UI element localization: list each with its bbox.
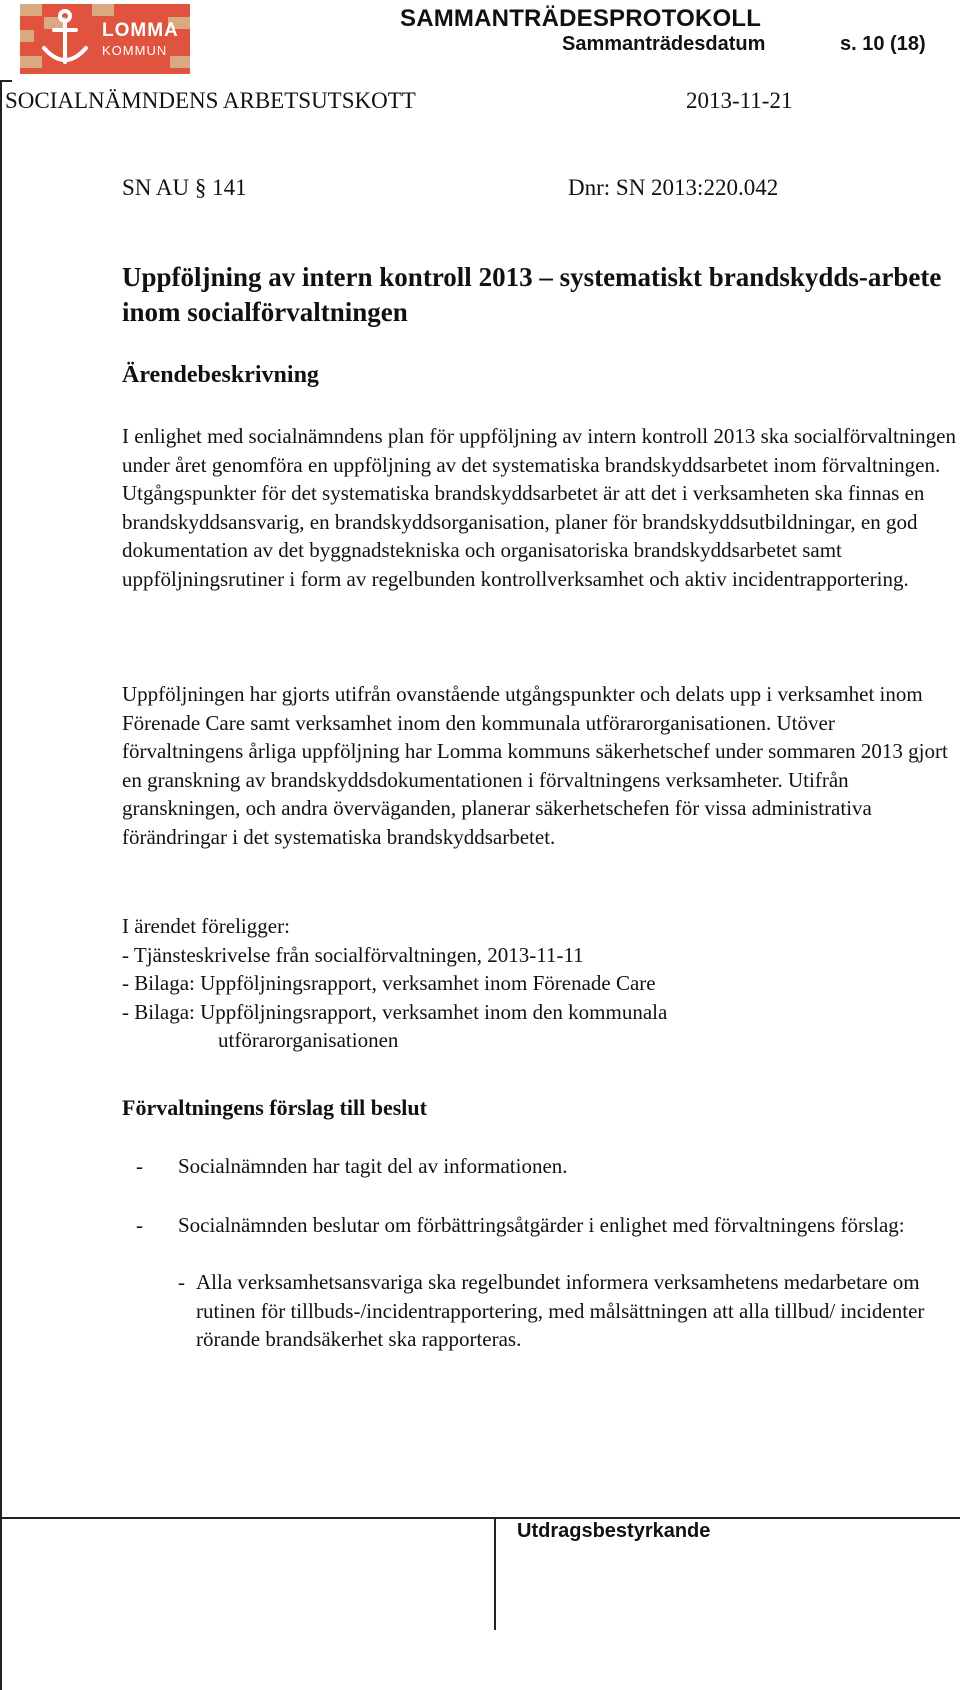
proposal-heading: Förvaltningens förslag till beslut xyxy=(122,1095,427,1120)
proposal-item-2 xyxy=(122,1211,958,1240)
attachment-item: - Bilaga: Uppföljningsrapport, verksamhet inom Förenade Care xyxy=(122,971,656,995)
committee-name: SOCIALNÄMNDENS ARBETSUTSKOTT xyxy=(5,88,416,113)
document-type: SAMMANTRÄDESPROTOKOLL xyxy=(400,5,762,32)
proposal-item-2-text: Socialnämnden beslutar om förbättringsåtgärder i enlighet med förvaltningens förslag: xyxy=(178,1213,905,1237)
frame-top-line xyxy=(0,80,12,82)
proposal-sub-item-text: Alla verksamhetsansvariga ska regelbundet informera verksamhetens medarbetare om rutinen för tillbuds-/incidentrapportering, med målsättningen att alla tillbud/ incidenter rörande brandsäkerhet ska rapporteras. xyxy=(196,1270,925,1351)
meeting-date: 2013-11-21 xyxy=(686,88,793,113)
logo-text-bottom: KOMMUN xyxy=(102,43,168,58)
description-heading: Ärendebeskrivning xyxy=(122,362,319,388)
dash-bullet: - xyxy=(136,1154,143,1178)
case-title: Uppföljning av intern kontroll 2013 – systematiskt brandskydds-arbete inom socialförvaltningen xyxy=(122,262,942,327)
lomma-kommun-logo xyxy=(20,4,190,74)
proposal-item-1-text: Socialnämnden har tagit del av informationen. xyxy=(178,1154,568,1178)
signature-divider xyxy=(494,1517,496,1630)
attachment-item: - Tjänsteskrivelse från socialförvaltningen, 2013-11-11 xyxy=(122,942,584,967)
dash-bullet: - xyxy=(136,1213,143,1237)
description-paragraph-2: Uppföljningen har gjorts utifrån ovanstående utgångspunkter och delats upp i verksamhet inom Förenade Care samt verksamhet inom den kommunala utförarorganisationen. Utöver förvaltningens årliga uppföljning har Lomma kommuns säkerhetschef under sommaren 2013 gjort en granskning av brandskyddsdokumentationen i förvaltningens verksamheter. Utifrån granskningen, och andra överväganden, planerar säkerhetschefen för vissa administrativa förändringar i det systematiska brandskyddsarbetet. xyxy=(122,682,948,849)
attachment-item: - Bilaga: Uppföljningsrapport, verksamhet inom den kommunala xyxy=(122,999,668,1024)
case-reference-number: Dnr: SN 2013:220.042 xyxy=(568,175,779,200)
proposal-sub-item xyxy=(178,1268,948,1354)
meeting-date-label: Sammanträdesdatum xyxy=(562,33,766,55)
attachments-intro: I ärendet föreligger: xyxy=(122,914,290,938)
frame-bottom-line xyxy=(0,1517,960,1519)
dash-bullet: - xyxy=(178,1270,185,1294)
frame-left-line xyxy=(0,80,2,1690)
attachment-item-continued: utförarorganisationen xyxy=(218,1028,399,1052)
attachments-list xyxy=(122,912,958,1055)
proposal-item-1 xyxy=(122,1152,958,1181)
description-paragraph-1: I enlighet med socialnämndens plan för uppföljning av intern kontroll 2013 ska socialförvaltningen under året genomföra en uppföljning av det systematiska brandskyddsarbetet inom förvaltningen. Utgångspunkter för det systematiska brandskyddsarbetet är att det i verksamheten ska finnas en brandskyddsansvarig, en brandskyddsorganisation, planer för brandskyddsutbildningar, en god dokumentation av det byggnadstekniska och organisatoriska brandskyddsarbetet samt uppföljningsrutiner i form av regelbunden kontrollverksamhet och aktiv incidentrapportering. xyxy=(122,424,956,591)
logo-text-top: LOMMA xyxy=(102,20,179,41)
page-number: s. 10 (18) xyxy=(840,33,926,55)
case-paragraph-number: SN AU § 141 xyxy=(122,175,247,200)
certification-label: Utdragsbestyrkande xyxy=(517,1520,711,1542)
